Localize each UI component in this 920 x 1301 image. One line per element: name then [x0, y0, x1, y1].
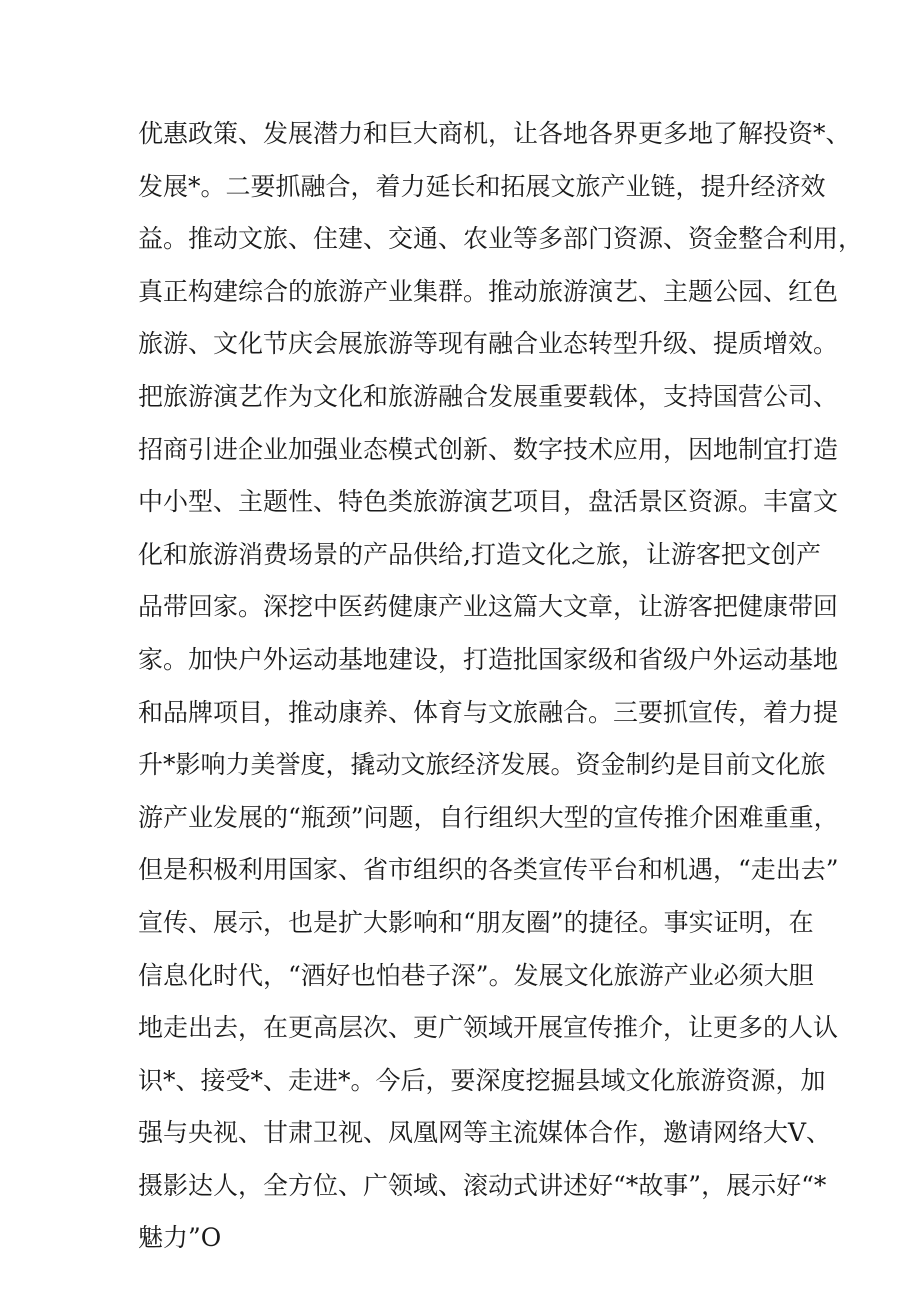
text-line: 把旅游演艺作为文化和旅游融合发展重要载体，支持国营公司、	[138, 381, 839, 411]
text-line: 品带回家。深挖中医药健康产业这篇大文章，让游客把健康带回	[138, 592, 839, 622]
text-line: 但是积极利用国家、省市组织的各类宣传平台和机遇，“走出去”	[138, 855, 839, 885]
text-line-last: 魅力”O	[138, 1223, 222, 1253]
text-line: 和品牌项目，推动康养、体育与文旅融合。三要抓宣传，着力提	[138, 697, 839, 727]
text-line: 信息化时代，“酒好也怕巷子深”。发展文化旅游产业必须大胆	[138, 960, 814, 990]
text-line: 强与央视、甘肃卫视、凤凰网等主流媒体合作，邀请网络大V、	[138, 1118, 832, 1148]
text-line: 地走出去，在更高层次、更广领域开展宣传推介，让更多的人认	[138, 1013, 839, 1043]
text-line: 升*影响力美誉度，撬动文旅经济发展。资金制约是目前文化旅	[138, 750, 826, 780]
text-line: 优惠政策、发展潜力和巨大商机，让各地各界更多地了解投资*、	[138, 119, 851, 148]
text-line: 家。加快户外运动基地建设，打造批国家级和省级户外运动基地	[138, 644, 839, 674]
text-line: 中小型、主题性、特色类旅游演艺项目，盘活景区资源。丰富文	[138, 487, 839, 517]
body-paragraph	[138, 108, 864, 1265]
text-line: 益。推动文旅、住建、交通、农业等多部门资源、资金整合利用，	[138, 224, 864, 254]
text-line: 发展*。二要抓融合，着力延长和拓展文旅产业链，提升经济效	[138, 171, 826, 201]
text-line: 宣传、展示，也是扩大影响和“朋友圈”的捷径。事实证明，在	[138, 907, 814, 937]
text-line: 化和旅游消费场景的产品供给,打造文化之旅，让游客把文创产	[138, 539, 821, 569]
text-line: 旅游、文化节庆会展旅游等现有融合业态转型升级、提质增效。	[138, 329, 839, 359]
text-line: 真正构建综合的旅游产业集群。推动旅游演艺、主题公园、红色	[138, 276, 839, 306]
text-line: 摄影达人，全方位、广领域、滚动式讲述好“*故事”，展示好“*	[138, 1170, 827, 1200]
text-line: 招商引进企业加强业态模式创新、数字技术应用，因地制宜打造	[138, 434, 839, 464]
text-line: 游产业发展的“瓶颈”问题，自行组织大型的宣传推介困难重重，	[138, 802, 839, 832]
text-line: 识*、接受*、走进*。今后，要深度挖掘县域文化旅游资源，加	[138, 1065, 826, 1095]
